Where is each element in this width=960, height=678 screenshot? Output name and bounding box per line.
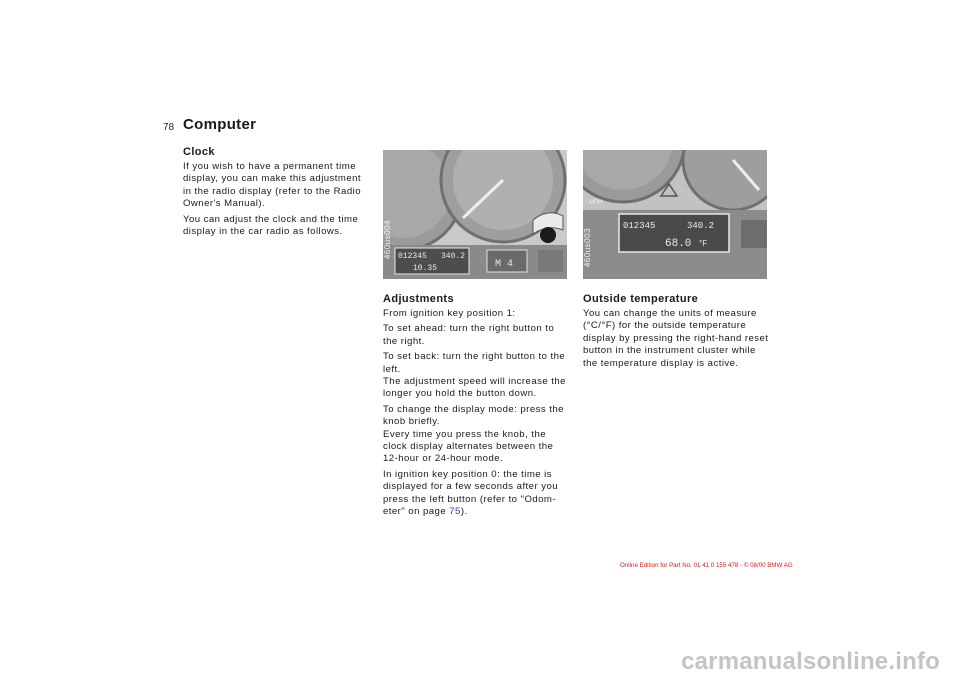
photo-1-code: 460us004 — [383, 220, 392, 260]
adjustments-paragraph-5-end: ). — [460, 506, 468, 518]
adjustments-paragraph-5-text: In ignition key position 0: the time is displayed for a few seconds after you press the left button (refer to "Odom- eter" on page — [383, 468, 559, 518]
trip-readout-1: 340.2 — [441, 252, 466, 261]
adjustments-paragraph-3: To set back: turn the right button to the left. The adjustment speed will increase the longer you hold the button down. — [383, 351, 566, 400]
instrument-cluster-temperature-photo — [583, 150, 767, 279]
site-watermark: carmanualsonline.info — [681, 648, 940, 675]
adjustments-heading: Adjustments — [383, 293, 455, 305]
temperature-readout: 68.0 — [665, 238, 692, 250]
clock-heading: Clock — [183, 146, 215, 158]
outside-temperature-heading: Outside temperature — [583, 293, 699, 305]
trip-readout-2: 340.2 — [687, 221, 715, 231]
odometer-readout-1: 012345 — [398, 252, 427, 261]
page-title: Computer — [183, 116, 257, 133]
odometer-readout-2: 012345 — [623, 221, 656, 231]
photo-2-code: 460us003 — [583, 228, 592, 268]
page-75-link[interactable]: 75 — [449, 506, 461, 518]
page-number: 78 — [163, 122, 175, 133]
outside-temperature-section — [583, 293, 777, 373]
instrument-cluster-clock-photo — [383, 150, 567, 279]
adjustments-paragraph-1: From ignition key position 1: — [383, 308, 516, 319]
adjustments-section — [383, 293, 577, 522]
gear-readout: M 4 — [495, 259, 514, 270]
clock-paragraph-1: If you wish to have a permanent time display, you can make this adjustment in the radio display (refer to the Radio Owner's Manual). — [183, 161, 362, 210]
edition-footer-note: Online Edition for Part No. 01 41 0 155 478 - © 08/00 BMW AG — [620, 562, 793, 569]
temperature-unit: °F — [699, 239, 708, 248]
clock-readout: 10.35 — [413, 264, 438, 273]
outside-temperature-paragraph: You can change the units of measure (°C/°F) for the outside temperature display by pressing the right-hand reset button in the instrument cluster while the temperature display is active. — [583, 308, 769, 369]
speed-unit-label: MPH — [589, 200, 603, 206]
clock-section — [183, 146, 373, 241]
clock-paragraph-2: You can adjust the clock and the time display in the car radio as follows. — [183, 213, 359, 238]
adjustments-paragraph-4: To change the display mode: press the knob briefly. Every time you press the knob, the clock display alternates between the 12-hour or 24-hour mode. — [383, 403, 564, 465]
adjustments-paragraph-2: To set ahead: turn the right button to the right. — [383, 323, 555, 347]
adjustments-paragraph-5 — [383, 469, 577, 519]
